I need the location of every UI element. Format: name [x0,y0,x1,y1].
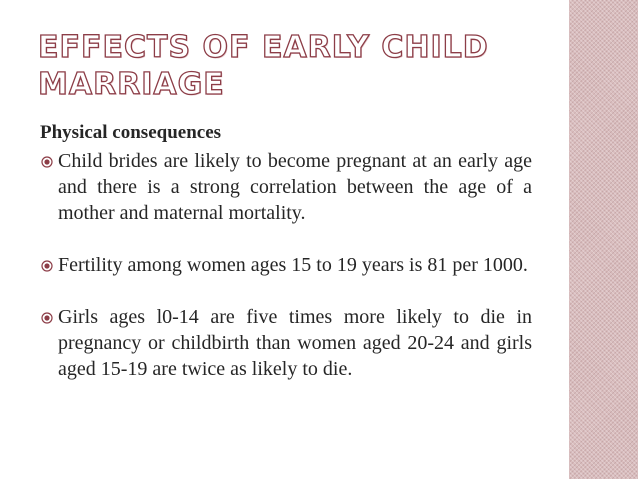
section-subheading: Physical consequences [40,122,222,143]
decorative-side-band [569,0,638,479]
bullet-text-3: Girls ages l0-14 are five times more likely to die in pregnancy or childbirth than women aged 20-24 and girls aged 15-19 are twice as likely to die. [58,306,532,380]
bullet-text-1: Child brides are likely to become pregnant at an early age and there is a strong correlation between the age of a mother and maternal mortality. [58,150,532,224]
bullet-item-3 [40,304,532,382]
bullet-item-2 [40,252,532,278]
slide-content [40,121,532,382]
circled-bullet-icon [41,260,53,272]
slide-title: EFFECTS OF EARLY CHILD MARRIAGE [38,30,489,102]
bullet-item-1 [40,148,532,226]
circled-bullet-icon [41,156,53,168]
circled-bullet-icon [41,312,53,324]
bullet-text-2: Fertility among women ages 15 to 19 years is 81 per 1000. [58,254,528,276]
